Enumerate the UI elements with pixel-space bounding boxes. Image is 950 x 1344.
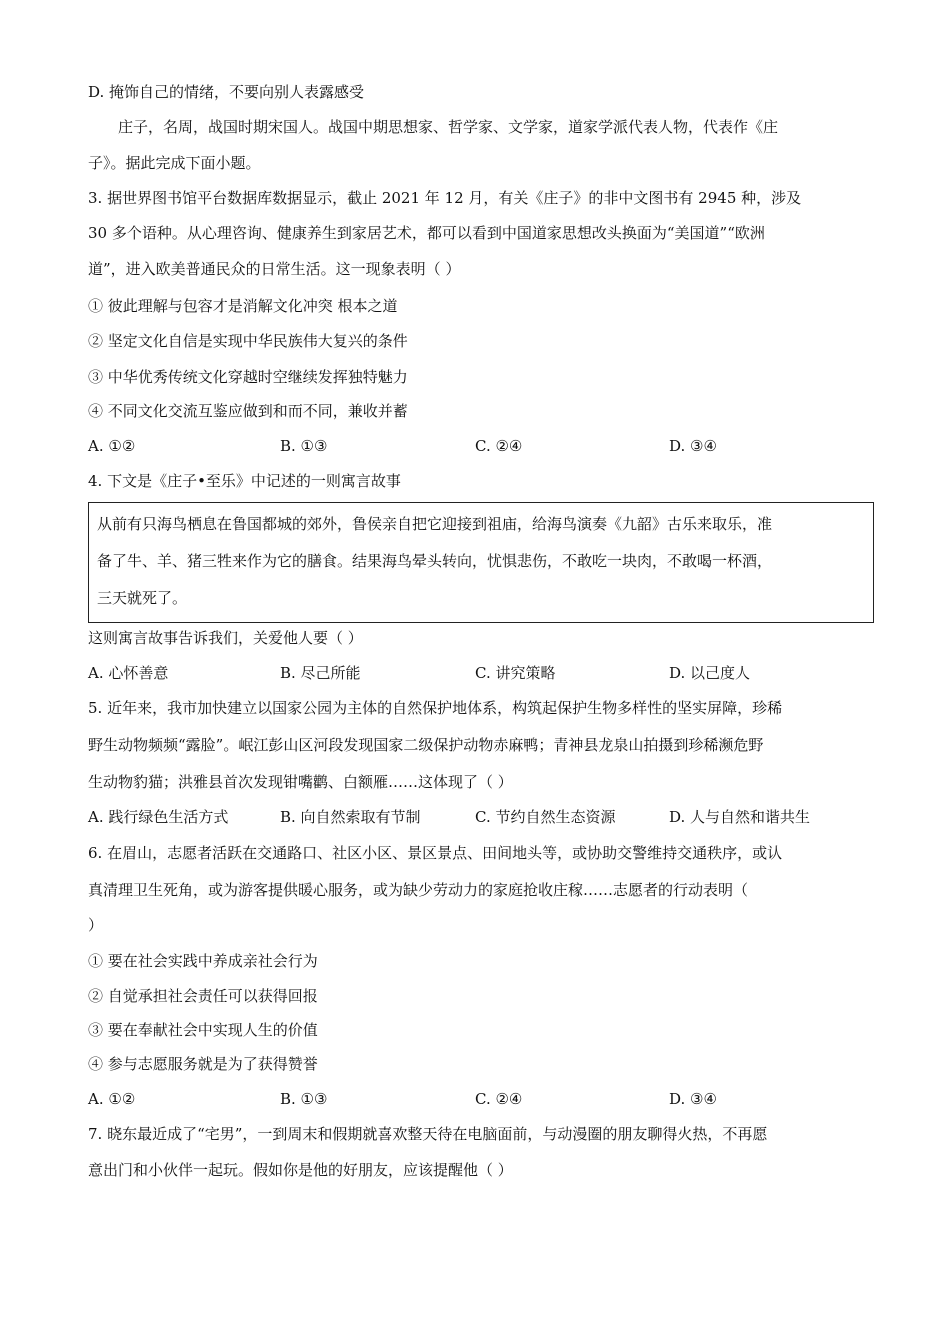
q3-stem-line-3: 道”，进入欧美普通民众的日常生活。这一现象表明（ ） bbox=[88, 260, 461, 278]
intro-line-1: 庄子，名周，战国时期宋国人。战国中期思想家、哲学家、文学家，道家学派代表人物，代表作《庄 bbox=[118, 118, 779, 136]
q3-option-c[interactable]: C. ②④ bbox=[475, 437, 523, 455]
q4-options bbox=[88, 662, 878, 684]
q4-story-box bbox=[88, 502, 874, 623]
q6-stem-line-1: 6. 在眉山，志愿者活跃在交通路口、社区小区、景区景点、田间地头等，或协助交警维持交通秩序，或认 bbox=[88, 844, 783, 862]
q3-item-4: ④ 不同文化交流互鉴应做到和而不同，兼收并蓄 bbox=[88, 402, 408, 420]
q6-item-1: ① 要在社会实践中养成亲社会行为 bbox=[88, 952, 318, 970]
q6-option-c[interactable]: C. ②④ bbox=[475, 1090, 523, 1108]
q4-option-a[interactable]: A. 心怀善意 bbox=[88, 664, 169, 682]
q4-option-d[interactable]: D. 以己度人 bbox=[669, 664, 751, 682]
q3-item-2: ② 坚定文化自信是实现中华民族伟大复兴的条件 bbox=[88, 332, 408, 350]
q4-story-line-1: 从前有只海鸟栖息在鲁国都城的郊外，鲁侯亲自把它迎接到祖庙，给海鸟演奏《九韶》古乐来取乐，准 bbox=[97, 515, 773, 533]
q6-item-3: ③ 要在奉献社会中实现人生的价值 bbox=[88, 1021, 318, 1039]
q6-options bbox=[88, 1088, 878, 1110]
q3-item-1: ① 彼此理解与包容才是消解文化冲突 根本之道 bbox=[88, 297, 398, 315]
q6-item-4: ④ 参与志愿服务就是为了获得赞誉 bbox=[88, 1055, 318, 1073]
q3-options bbox=[88, 435, 878, 457]
q3-stem-line-2: 30 多个语种。从心理咨询、健康养生到家居艺术，都可以看到中国道家思想改头换面为“美国道”“欧洲 bbox=[88, 224, 765, 242]
q4-option-c[interactable]: C. 讲究策略 bbox=[475, 664, 556, 682]
q7-stem-line-1: 7. 晓东最近成了“宅男”，一到周末和假期就喜欢整天待在电脑面前，与动漫圈的朋友聊得火热，不再愿 bbox=[88, 1125, 768, 1143]
q6-item-2: ② 自觉承担社会责任可以获得回报 bbox=[88, 987, 318, 1005]
q3-option-b[interactable]: B. ①③ bbox=[280, 437, 328, 455]
q3-stem-line-1: 3. 据世界图书馆平台数据库数据显示，截止 2021 年 12 月，有关《庄子》的非中文图书有 2945 种，涉及 bbox=[88, 189, 802, 207]
q5-option-b[interactable]: B. 向自然索取有节制 bbox=[280, 808, 421, 826]
q5-stem-line-2: 野生动物频频“露脸”。岷江彭山区河段发现国家二级保护动物赤麻鸭；青神县龙泉山拍摄到珍稀濒危野 bbox=[88, 736, 764, 754]
q6-option-a[interactable]: A. ①② bbox=[88, 1090, 136, 1108]
q4-option-b[interactable]: B. 尽己所能 bbox=[280, 664, 361, 682]
q5-stem-line-1: 5. 近年来，我市加快建立以国家公园为主体的自然保护地体系，构筑起保护生物多样性的坚实屏障，珍稀 bbox=[88, 699, 783, 717]
q6-stem-line-3: ） bbox=[88, 916, 104, 934]
q4-stem: 4. 下文是《庄子•至乐》中记述的一则寓言故事 bbox=[88, 472, 401, 490]
intro-line-2: 子》。据此完成下面小题。 bbox=[88, 154, 261, 172]
q3-option-d[interactable]: D. ③④ bbox=[669, 437, 717, 455]
q6-stem-line-2: 真清理卫生死角，或为游客提供暖心服务，或为缺少劳动力的家庭抢收庄稼……志愿者的行动表明（ bbox=[88, 881, 749, 899]
q5-option-c[interactable]: C. 节约自然生态资源 bbox=[475, 808, 616, 826]
q5-stem-line-3: 生动物豹猫；洪雅县首次发现钳嘴鹳、白额雁……这体现了（ ） bbox=[88, 773, 513, 791]
q7-stem-line-2: 意出门和小伙伴一起玩。假如你是他的好朋友，应该提醒他（ ） bbox=[88, 1161, 513, 1179]
q4-question: 这则寓言故事告诉我们，关爱他人要（ ） bbox=[88, 629, 363, 647]
q3-item-3: ③ 中华优秀传统文化穿越时空继续发挥独特魅力 bbox=[88, 368, 408, 386]
q6-option-b[interactable]: B. ①③ bbox=[280, 1090, 328, 1108]
q5-option-d[interactable]: D. 人与自然和谐共生 bbox=[669, 808, 811, 826]
q3-option-a[interactable]: A. ①② bbox=[88, 437, 136, 455]
q5-option-a[interactable]: A. 践行绿色生活方式 bbox=[88, 808, 229, 826]
q5-options bbox=[88, 806, 878, 828]
q6-option-d[interactable]: D. ③④ bbox=[669, 1090, 717, 1108]
q4-story-line-3: 三天就死了。 bbox=[97, 589, 188, 607]
q2-option-d: D. 掩饰自己的情绪，不要向别人表露感受 bbox=[88, 83, 365, 101]
q4-story-line-2: 备了牛、羊、猪三牲来作为它的膳食。结果海鸟晕头转向，忧惧悲伤，不敢吃一块肉，不敢喝一杯酒， bbox=[97, 552, 773, 570]
